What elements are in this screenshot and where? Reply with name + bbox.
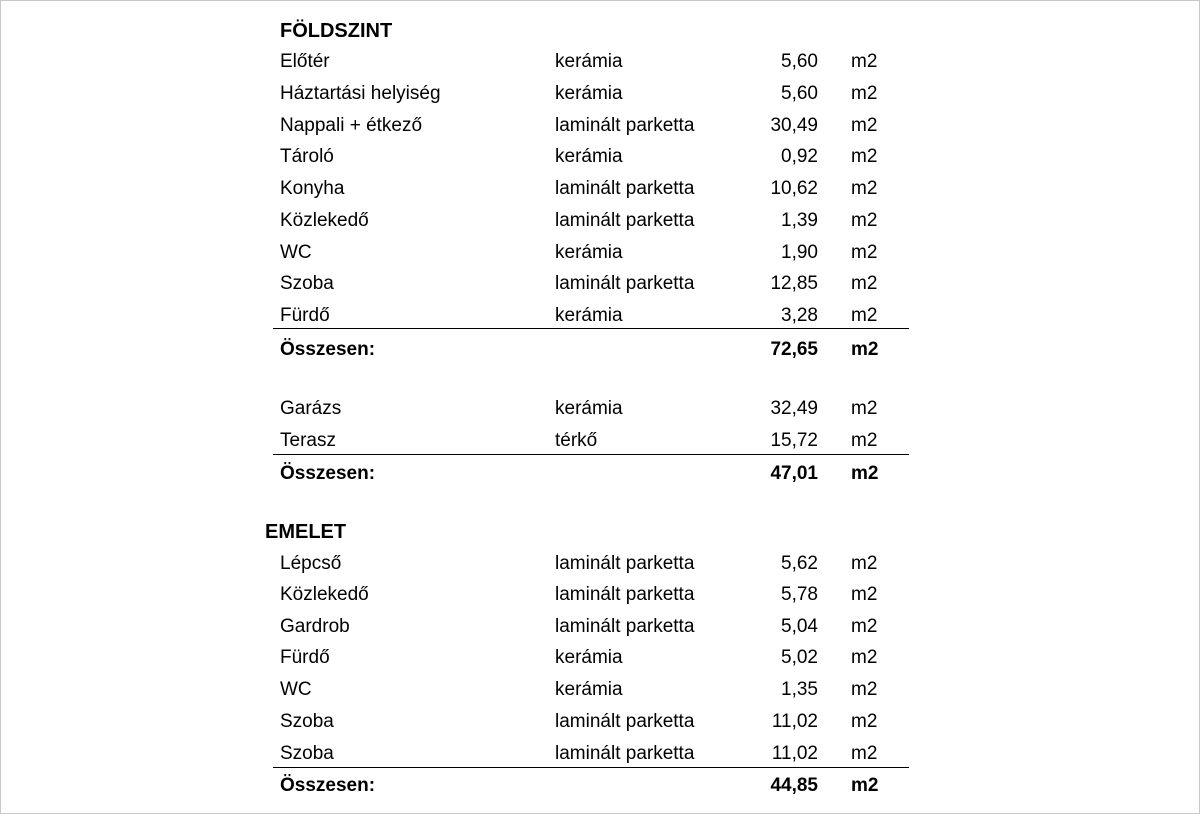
room-area: 10,62 <box>770 178 818 199</box>
room-area: 11,02 <box>771 711 818 732</box>
room-area: 5,78 <box>781 584 818 605</box>
area-unit: m2 <box>851 51 878 72</box>
area-unit: m2 <box>851 273 878 294</box>
table-row <box>280 237 880 269</box>
total-divider <box>273 454 909 455</box>
total-row <box>280 458 880 490</box>
room-name: Fürdő <box>280 305 330 326</box>
section-title-foldszint: FÖLDSZINT <box>280 20 393 42</box>
room-name: WC <box>280 679 312 700</box>
room-area: 15,72 <box>770 430 818 451</box>
room-name: Fürdő <box>280 647 330 668</box>
room-name: Tároló <box>280 146 334 167</box>
room-material: kerámia <box>555 647 623 668</box>
table-row <box>280 738 880 770</box>
area-unit: m2 <box>851 339 879 360</box>
section-title-emelet: EMELET <box>265 521 347 543</box>
table-row <box>280 78 880 110</box>
table-row <box>280 268 880 300</box>
table-row <box>280 642 880 674</box>
room-area: 3,28 <box>781 305 818 326</box>
total-area: 72,65 <box>770 339 818 360</box>
room-name: Garázs <box>280 398 342 419</box>
room-material: kerámia <box>555 679 623 700</box>
room-area: 5,62 <box>781 553 818 574</box>
total-row <box>280 334 880 366</box>
table-row <box>280 173 880 205</box>
area-unit: m2 <box>851 711 878 732</box>
total-divider <box>273 328 909 329</box>
room-area: 0,92 <box>781 146 818 167</box>
table-row <box>280 674 880 706</box>
area-unit: m2 <box>851 305 878 326</box>
room-area: 5,60 <box>781 51 818 72</box>
room-area: 11,02 <box>771 743 818 764</box>
area-unit: m2 <box>851 398 878 419</box>
room-name: Nappali + étkező <box>280 115 423 136</box>
total-area: 44,85 <box>770 775 818 796</box>
room-name: Terasz <box>280 430 336 451</box>
area-unit: m2 <box>851 775 879 796</box>
area-unit: m2 <box>851 430 878 451</box>
room-name: Közlekedő <box>280 584 369 605</box>
area-unit: m2 <box>851 553 878 574</box>
room-material: laminált parketta <box>555 616 695 637</box>
table-row <box>280 205 880 237</box>
room-material: kerámia <box>555 51 623 72</box>
table-row <box>280 548 880 580</box>
area-unit: m2 <box>851 210 878 231</box>
room-name: Háztartási helyiség <box>280 83 441 104</box>
room-material: laminált parketta <box>555 553 695 574</box>
room-area: 5,60 <box>781 83 818 104</box>
area-unit: m2 <box>851 463 879 484</box>
table-row <box>280 425 880 457</box>
total-row <box>280 770 880 802</box>
room-material: kerámia <box>555 83 623 104</box>
room-name: Közlekedő <box>280 210 369 231</box>
room-name: Konyha <box>280 178 345 199</box>
table-row <box>280 706 880 738</box>
room-material: kerámia <box>555 242 623 263</box>
room-area: 30,49 <box>770 115 818 136</box>
table-row <box>280 46 880 78</box>
area-unit: m2 <box>851 83 878 104</box>
room-area: 1,39 <box>781 210 818 231</box>
room-area: 5,04 <box>781 616 818 637</box>
room-area: 5,02 <box>781 647 818 668</box>
room-material: laminált parketta <box>555 711 695 732</box>
room-name: Szoba <box>280 273 334 294</box>
area-unit: m2 <box>851 146 878 167</box>
table-row <box>280 579 880 611</box>
room-name: Szoba <box>280 743 334 764</box>
room-area: 1,90 <box>781 242 818 263</box>
room-material: laminált parketta <box>555 115 695 136</box>
total-area: 47,01 <box>770 463 818 484</box>
area-unit: m2 <box>851 584 878 605</box>
room-material: laminált parketta <box>555 178 695 199</box>
area-unit: m2 <box>851 679 878 700</box>
room-material: kerámia <box>555 398 623 419</box>
area-unit: m2 <box>851 743 878 764</box>
room-material: laminált parketta <box>555 210 695 231</box>
table-row <box>280 141 880 173</box>
room-material: laminált parketta <box>555 584 695 605</box>
area-unit: m2 <box>851 178 878 199</box>
room-name: WC <box>280 242 312 263</box>
room-material: laminált parketta <box>555 743 695 764</box>
room-name: Gardrob <box>280 616 350 637</box>
room-name: Előtér <box>280 51 330 72</box>
room-name: Szoba <box>280 711 334 732</box>
total-label: Összesen: <box>280 775 376 796</box>
table-row <box>280 393 880 425</box>
area-unit: m2 <box>851 115 878 136</box>
room-name: Lépcső <box>280 553 342 574</box>
room-material: térkő <box>555 430 598 451</box>
table-row <box>280 611 880 643</box>
total-label: Összesen: <box>280 339 376 360</box>
room-material: kerámia <box>555 305 623 326</box>
room-material: laminált parketta <box>555 273 695 294</box>
table-row <box>280 110 880 142</box>
room-area: 32,49 <box>770 398 818 419</box>
area-unit: m2 <box>851 242 878 263</box>
room-area: 12,85 <box>770 273 818 294</box>
room-material: kerámia <box>555 146 623 167</box>
area-unit: m2 <box>851 647 878 668</box>
total-divider <box>273 767 909 768</box>
total-label: Összesen: <box>280 463 376 484</box>
room-area: 1,35 <box>781 679 818 700</box>
area-unit: m2 <box>851 616 878 637</box>
